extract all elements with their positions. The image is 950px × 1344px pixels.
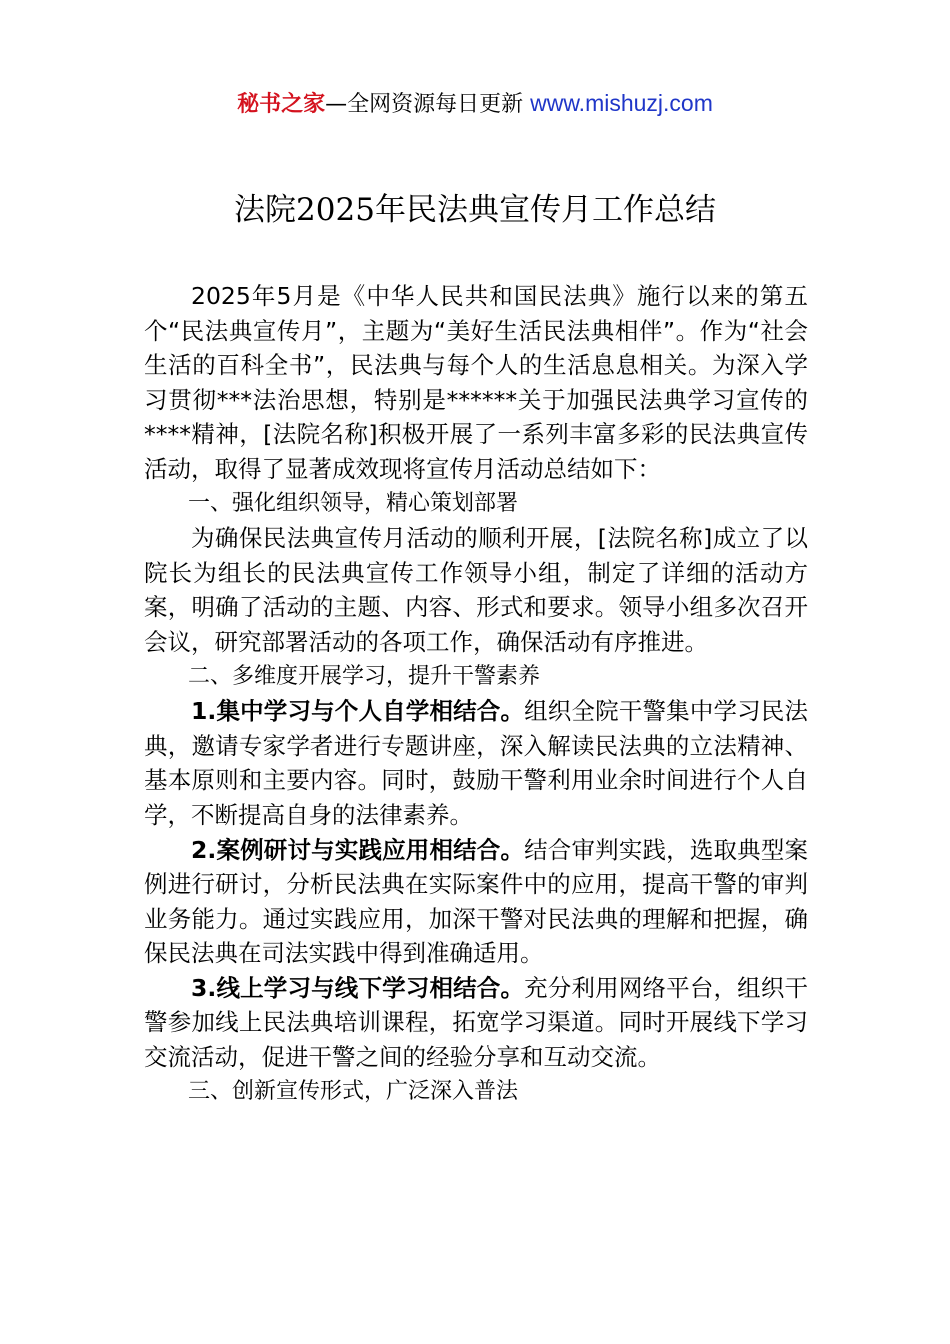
item-lead: 1.集中学习与个人自学相结合。 bbox=[191, 697, 525, 726]
section-1-paragraph bbox=[144, 521, 808, 659]
section-heading-1 bbox=[144, 487, 808, 522]
paragraph-text: 结合审判实践，选取典型案例进行研讨，分析民法典在实际案件中的应用，提高干警的审判业务能力。通过实践应用，加深干警对民法典的理解和把握，确保民法典在司法实践中得到准确适用。 bbox=[144, 835, 808, 968]
paragraph-text: 组织全院干警集中学习民法典，邀请专家学者进行专题讲座，深入解读民法典的立法精神、基本原则和主要内容。同时，鼓励干警利用业余时间进行个人自学，不断提高自身的法律素养。 bbox=[144, 697, 808, 829]
paragraph-text: 2025年5月是《中华人民共和国民法典》施行以来的第五个“民法典宣传月”，主题为“美好生活民法典相伴”。作为“社会生活的百科全书”，民法典与每个人的生活息息相关。为深入学习贯彻***法治思想，特别是******关于加强民法典学习宣传的****精神，[法院名称]积极开展了一系列丰富多彩的民法典宣传活动，取得了显著成效现将宣传月活动总结如下： bbox=[144, 282, 808, 483]
document-title: 法院2025年民法典宣传月工作总结 bbox=[234, 192, 716, 228]
site-header bbox=[0, 88, 950, 120]
heading-text: 三、创新宣传形式，广泛深入普法 bbox=[188, 1078, 519, 1104]
item-paragraph-1 bbox=[144, 694, 808, 832]
section-heading-2 bbox=[144, 660, 808, 695]
paragraph-text: 为确保民法典宣传月活动的顺利开展，[法院名称]成立了以院长为组长的民法典宣传工作领导小组，制定了详细的活动方案，明确了活动的主题、内容、形式和要求。领导小组多次召开会议，研究部署活动的各项工作，确保活动有序推进。 bbox=[144, 524, 808, 656]
item-paragraph-3 bbox=[144, 971, 808, 1075]
item-lead: 2.案例研讨与实践应用相结合。 bbox=[191, 835, 525, 864]
site-url-link[interactable]: www.mishuzj.com bbox=[530, 90, 713, 116]
heading-text: 二、多维度开展学习，提升干警素养 bbox=[188, 663, 541, 689]
paragraph-text: 充分利用网络平台，组织干警参加线上民法典培训课程，拓宽学习渠道。同时开展线下学习交流活动，促进干警之间的经验分享和互动交流。 bbox=[144, 973, 808, 1072]
section-heading-3 bbox=[144, 1075, 808, 1110]
document-body bbox=[144, 279, 808, 1109]
intro-paragraph bbox=[144, 279, 808, 487]
site-brand: 秘书之家 bbox=[237, 92, 326, 117]
item-lead: 3.线上学习与线下学习相结合。 bbox=[191, 973, 525, 1002]
site-tagline: —全网资源每日更新 bbox=[325, 92, 531, 117]
heading-text: 一、强化组织领导，精心策划部署 bbox=[188, 490, 519, 516]
item-paragraph-2 bbox=[144, 833, 808, 971]
